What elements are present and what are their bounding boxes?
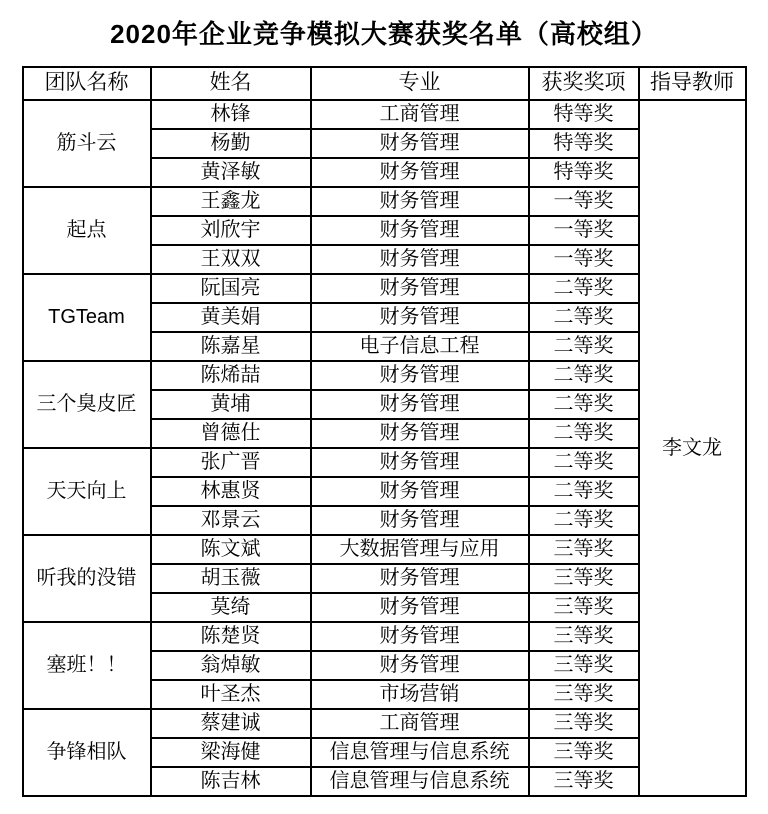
award-cell: 二等奖 [529, 303, 639, 332]
award-cell: 二等奖 [529, 477, 639, 506]
award-cell: 二等奖 [529, 274, 639, 303]
major-cell: 财务管理 [311, 216, 529, 245]
member-name-cell: 胡玉薇 [151, 564, 311, 593]
major-cell: 工商管理 [311, 100, 529, 129]
award-cell: 三等奖 [529, 593, 639, 622]
major-cell: 财务管理 [311, 593, 529, 622]
advisor-cell: 李文龙 [639, 100, 746, 796]
award-cell: 三等奖 [529, 564, 639, 593]
table-row [23, 448, 746, 477]
table-row [23, 535, 746, 564]
award-cell: 二等奖 [529, 361, 639, 390]
award-cell: 特等奖 [529, 158, 639, 187]
member-name-cell: 黄泽敏 [151, 158, 311, 187]
major-cell: 财务管理 [311, 622, 529, 651]
member-name-cell: 梁海健 [151, 738, 311, 767]
award-cell: 三等奖 [529, 622, 639, 651]
major-cell: 财务管理 [311, 274, 529, 303]
major-cell: 信息管理与信息系统 [311, 738, 529, 767]
member-name-cell: 黄埔 [151, 390, 311, 419]
major-cell: 财务管理 [311, 129, 529, 158]
team-name-cell: 筋斗云 [23, 100, 151, 187]
member-name-cell: 曾德仕 [151, 419, 311, 448]
major-cell: 财务管理 [311, 419, 529, 448]
member-name-cell: 黄美娟 [151, 303, 311, 332]
member-name-cell: 陈烯喆 [151, 361, 311, 390]
major-cell: 财务管理 [311, 651, 529, 680]
award-cell: 三等奖 [529, 535, 639, 564]
member-name-cell: 王双双 [151, 245, 311, 274]
member-name-cell: 林锋 [151, 100, 311, 129]
award-cell: 三等奖 [529, 767, 639, 796]
award-cell: 三等奖 [529, 738, 639, 767]
major-cell: 电子信息工程 [311, 332, 529, 361]
page-title: 2020年企业竞争模拟大赛获奖名单（高校组） [110, 19, 658, 49]
member-name-cell: 张广晋 [151, 448, 311, 477]
member-name-cell: 陈文斌 [151, 535, 311, 564]
award-cell: 特等奖 [529, 100, 639, 129]
major-cell: 财务管理 [311, 303, 529, 332]
member-name-cell: 林惠贤 [151, 477, 311, 506]
major-cell: 信息管理与信息系统 [311, 767, 529, 796]
award-cell: 二等奖 [529, 506, 639, 535]
col-header-advisor: 指导教师 [639, 67, 746, 100]
award-cell: 二等奖 [529, 390, 639, 419]
awards-table [22, 66, 747, 797]
member-name-cell: 阮国亮 [151, 274, 311, 303]
col-header-award: 获奖奖项 [529, 67, 639, 100]
major-cell: 工商管理 [311, 709, 529, 738]
table-row [23, 187, 746, 216]
award-cell: 三等奖 [529, 651, 639, 680]
major-cell: 财务管理 [311, 158, 529, 187]
member-name-cell: 陈楚贤 [151, 622, 311, 651]
major-cell: 财务管理 [311, 448, 529, 477]
table-row [23, 709, 746, 738]
award-cell: 三等奖 [529, 680, 639, 709]
col-header-major: 专业 [311, 67, 529, 100]
major-cell: 市场营销 [311, 680, 529, 709]
award-cell: 二等奖 [529, 332, 639, 361]
header-row [23, 67, 746, 100]
table-row [23, 622, 746, 651]
award-cell: 一等奖 [529, 187, 639, 216]
member-name-cell: 陈吉林 [151, 767, 311, 796]
major-cell: 财务管理 [311, 245, 529, 274]
table-row [23, 100, 746, 129]
member-name-cell: 杨勤 [151, 129, 311, 158]
team-name-cell: 争锋相队 [23, 709, 151, 796]
col-header-name: 姓名 [151, 67, 311, 100]
member-name-cell: 陈嘉星 [151, 332, 311, 361]
member-name-cell: 刘欣宇 [151, 216, 311, 245]
major-cell: 财务管理 [311, 506, 529, 535]
table-row [23, 361, 746, 390]
major-cell: 财务管理 [311, 361, 529, 390]
major-cell: 大数据管理与应用 [311, 535, 529, 564]
team-name-cell: 塞班！！ [23, 622, 151, 709]
member-name-cell: 王鑫龙 [151, 187, 311, 216]
major-cell: 财务管理 [311, 477, 529, 506]
member-name-cell: 叶圣杰 [151, 680, 311, 709]
col-header-team: 团队名称 [23, 67, 151, 100]
award-cell: 特等奖 [529, 129, 639, 158]
team-name-cell: 天天向上 [23, 448, 151, 535]
team-name-cell: 三个臭皮匠 [23, 361, 151, 448]
member-name-cell: 邓景云 [151, 506, 311, 535]
member-name-cell: 翁焯敏 [151, 651, 311, 680]
team-name-cell: 听我的没错 [23, 535, 151, 622]
table-row [23, 274, 746, 303]
award-cell: 一等奖 [529, 245, 639, 274]
award-cell: 一等奖 [529, 216, 639, 245]
award-cell: 二等奖 [529, 448, 639, 477]
member-name-cell: 莫绮 [151, 593, 311, 622]
major-cell: 财务管理 [311, 187, 529, 216]
team-name-cell: 起点 [23, 187, 151, 274]
major-cell: 财务管理 [311, 564, 529, 593]
award-cell: 三等奖 [529, 709, 639, 738]
major-cell: 财务管理 [311, 390, 529, 419]
award-cell: 二等奖 [529, 419, 639, 448]
member-name-cell: 蔡建诚 [151, 709, 311, 738]
team-name-cell: TGTeam [23, 274, 151, 361]
